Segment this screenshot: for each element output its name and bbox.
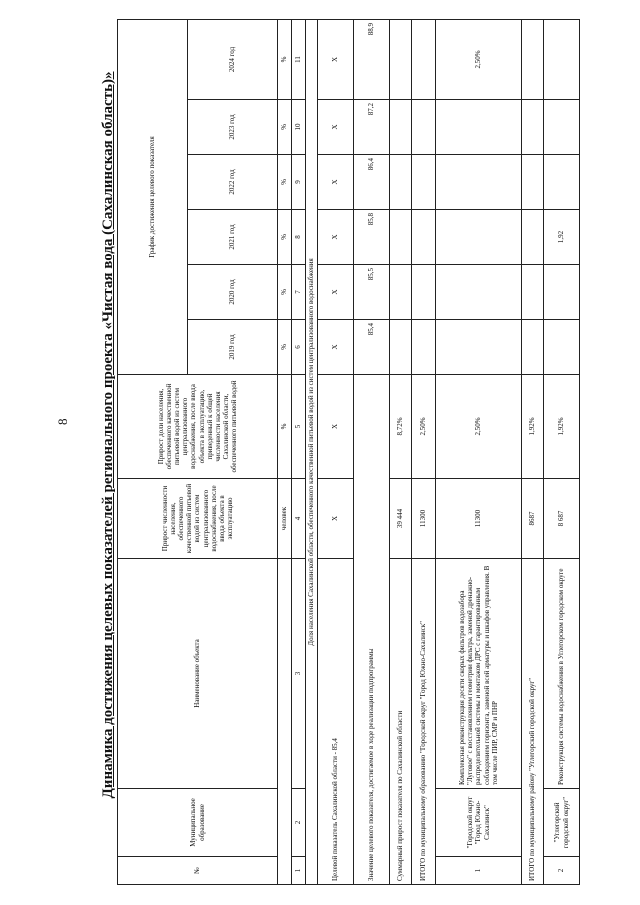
row-uglegorsk-total-label: ИТОГО по муниципальному району "Углегорский городской округ"	[522, 559, 544, 885]
cell-value: 85,4	[354, 320, 390, 375]
cell-value: X	[318, 155, 354, 210]
row-object: Реконструкция системы водоснабжения в Углегорском городском округе	[544, 559, 580, 789]
row-summary-label: Суммарный прирост показателя по Сахалинской области	[390, 559, 412, 885]
cell-value: 87,2	[354, 100, 390, 155]
cell-value: X	[318, 375, 354, 479]
column-number: 2	[292, 789, 306, 857]
column-number: 9	[292, 155, 306, 210]
cell-value: X	[318, 320, 354, 375]
row-achieved-label: Значение целевого показателя, достигаемое в ходе реализации подпрограммы	[354, 375, 390, 885]
cell-value: X	[318, 100, 354, 155]
header-municipality: Муниципальное образование	[118, 789, 278, 857]
column-number: 8	[292, 210, 306, 265]
row-municipality: "Городской округ "Город Южно-Сахалинск"	[436, 789, 522, 857]
cell-value: 1,92%	[522, 375, 544, 479]
header-year: 2020 год	[188, 265, 278, 320]
cell-value: 86,4	[354, 155, 390, 210]
column-number: 7	[292, 265, 306, 320]
row-municipality: "Углегорский городской округ"	[544, 789, 580, 857]
column-number: 5	[292, 375, 306, 479]
section-title: Доля населения Сахалинской области, обеспеченного качественной питьевой водой из систем централизованного водоснабжения	[306, 19, 318, 884]
unit-spacer	[278, 559, 292, 885]
header-year: 2024 год	[188, 19, 278, 99]
cell-value: X	[318, 210, 354, 265]
cell-value: 11300	[412, 479, 436, 559]
cell-value: X	[318, 265, 354, 320]
document-title: Динамика достижения целевых показателей регионального проекта «Чистая вода (Сахалинская область)»	[100, 71, 116, 799]
cell-value: 2,50%	[412, 375, 436, 479]
page-number: 8	[55, 418, 70, 425]
cell-value: X	[318, 479, 354, 559]
cell-value: 2,50%	[436, 19, 522, 99]
header-year: 2021 год	[188, 210, 278, 265]
header-year: 2022 год	[188, 155, 278, 210]
cell-value: 85,8	[354, 210, 390, 265]
unit-cell: %	[278, 320, 292, 375]
header-year: 2023 год	[188, 100, 278, 155]
cell-value: X	[318, 19, 354, 99]
row-yuzhno-total-label: ИТОГО по муниципальному образованию "Городской округ "Город Южно-Сахалинск"	[412, 559, 436, 885]
header-year: 2019 год	[188, 320, 278, 375]
cell-value: 8 687	[544, 479, 580, 559]
column-number: 10	[292, 100, 306, 155]
targets-table	[117, 19, 580, 885]
column-number: 4	[292, 479, 306, 559]
row-object: Комплексная реконструкция десяти скорых фильтров водозабора "Луговое" с восстановлением геометрии фильтра, заменой дренажно-распределительной системы и монтажом ДРС с гарантированным соблюдением горизонта, заменой всей арматуры и шкафов управления. В том числе ПИР, СМР и ПНР	[436, 559, 522, 789]
cell-value: 85,5	[354, 265, 390, 320]
unit-cell: %	[278, 155, 292, 210]
cell-value: 1,92%	[544, 375, 580, 479]
cell-value: 8,72%	[390, 375, 412, 479]
unit-cell: %	[278, 100, 292, 155]
column-number: 1	[292, 857, 306, 885]
column-number: 6	[292, 320, 306, 375]
cell-value: 39 444	[390, 479, 412, 559]
cell-value: 1,92	[544, 210, 580, 265]
cell-value: 88,9	[354, 19, 390, 99]
cell-value: 2,50%	[436, 375, 522, 479]
unit-cell: человек	[278, 479, 292, 559]
header-number: №	[118, 857, 278, 885]
column-number: 11	[292, 19, 306, 99]
unit-cell: %	[278, 265, 292, 320]
row-number: 2	[544, 857, 580, 885]
header-growth-people: Прирост численности населения, обеспеченного качественной питьевой водой из систем централизованного водоснабжения, после ввода объекта в эксплуатацию	[118, 479, 278, 559]
unit-cell: %	[278, 210, 292, 265]
cell-value: 11300	[436, 479, 522, 559]
header-growth-share: Прирост доли населения, обеспеченного качественной питьевой водой из систем централизованного водоснабжения, после ввода объекта в эксплуатацию, приведенный к общей численности населения Сахалинской области, обеспеченного питьевой водой	[118, 375, 278, 479]
cell-value: 8687	[522, 479, 544, 559]
row-number: 1	[436, 857, 522, 885]
header-object: Наименование объекта	[118, 559, 278, 789]
row-target-label: Целевой показатель Сахалинской области - 85,4	[318, 559, 354, 885]
unit-cell: %	[278, 375, 292, 479]
column-number: 3	[292, 559, 306, 789]
unit-cell: %	[278, 19, 292, 99]
header-schedule: График достижения целевого показателя	[118, 19, 188, 374]
